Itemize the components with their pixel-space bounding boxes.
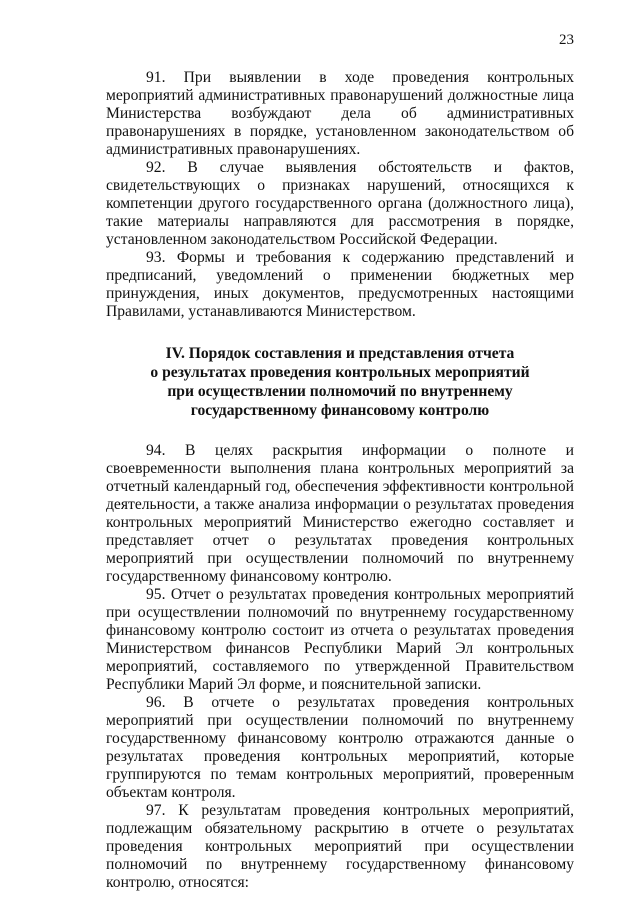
section-heading-line-3: при осуществлении полномочий по внутреннему bbox=[167, 383, 513, 400]
section-heading-line-4: государственному финансовому контролю bbox=[190, 402, 490, 419]
section-heading-line-2: о результатах проведения контрольных мероприятий bbox=[150, 364, 530, 381]
page-number: 23 bbox=[559, 32, 574, 48]
document-body bbox=[106, 69, 574, 892]
paragraph-95: 95. Отчет о результатах проведения контрольных мероприятий при осуществлении полномочий по внутреннему государственному финансовому контролю состоит из отчета о результатах проведения Министерством финансов Республики Марий Эл контрольных мероприятий, составляемого по утвержденной Правительством Республики Марий Эл форме, и пояснительной записки. bbox=[106, 586, 574, 693]
paragraph-97: 97. К результатам проведения контрольных мероприятий, подлежащим обязательному раскрытию в отчете о результатах проведения контрольных мероприятий при осуществлении полномочий по внутреннему государственному финансовому контролю, относятся: bbox=[106, 802, 574, 891]
section-heading-iv bbox=[106, 344, 574, 420]
paragraph-96: 96. В отчете о результатах проведения контрольных мероприятий при осуществлении полномочий по внутреннему государственному финансовому контролю отражаются данные о результатах проведения контрольных мероприятий, которые группируются по темам контрольных мероприятий, проверенным объектам контроля. bbox=[106, 694, 574, 801]
paragraph-91: 91. При выявлении в ходе проведения контрольных мероприятий административных правонарушений должностные лица Министерства возбуждают дела об административных правонарушениях в порядке, установленном законодательством об административных правонарушениях. bbox=[106, 69, 574, 158]
paragraph-94: 94. В целях раскрытия информации о полноте и своевременности выполнения плана контрольных мероприятий за отчетный календарный год, обеспечения эффективности контрольной деятельности, а также анализа информации о результатах проведения контрольных мероприятий Министерство ежегодно составляет и представляет отчет о результатах проведения контрольных мероприятий при осуществлении полномочий по внутреннему государственному финансовому контролю. bbox=[106, 442, 574, 585]
paragraph-93: 93. Формы и требования к содержанию представлений и предписаний, уведомлений о применении бюджетных мер принуждения, иных документов, предусмотренных настоящими Правилами, устанавливаются Министерством. bbox=[106, 249, 574, 320]
paragraph-92: 92. В случае выявления обстоятельств и фактов, свидетельствующих о признаках нарушений, относящихся к компетенции другого государственного органа (должностного лица), такие материалы направляются для рассмотрения в порядке, установленном законодательством Российской Федерации. bbox=[106, 159, 574, 248]
section-heading-line-1: IV. Порядок составления и представления отчета bbox=[165, 345, 515, 362]
